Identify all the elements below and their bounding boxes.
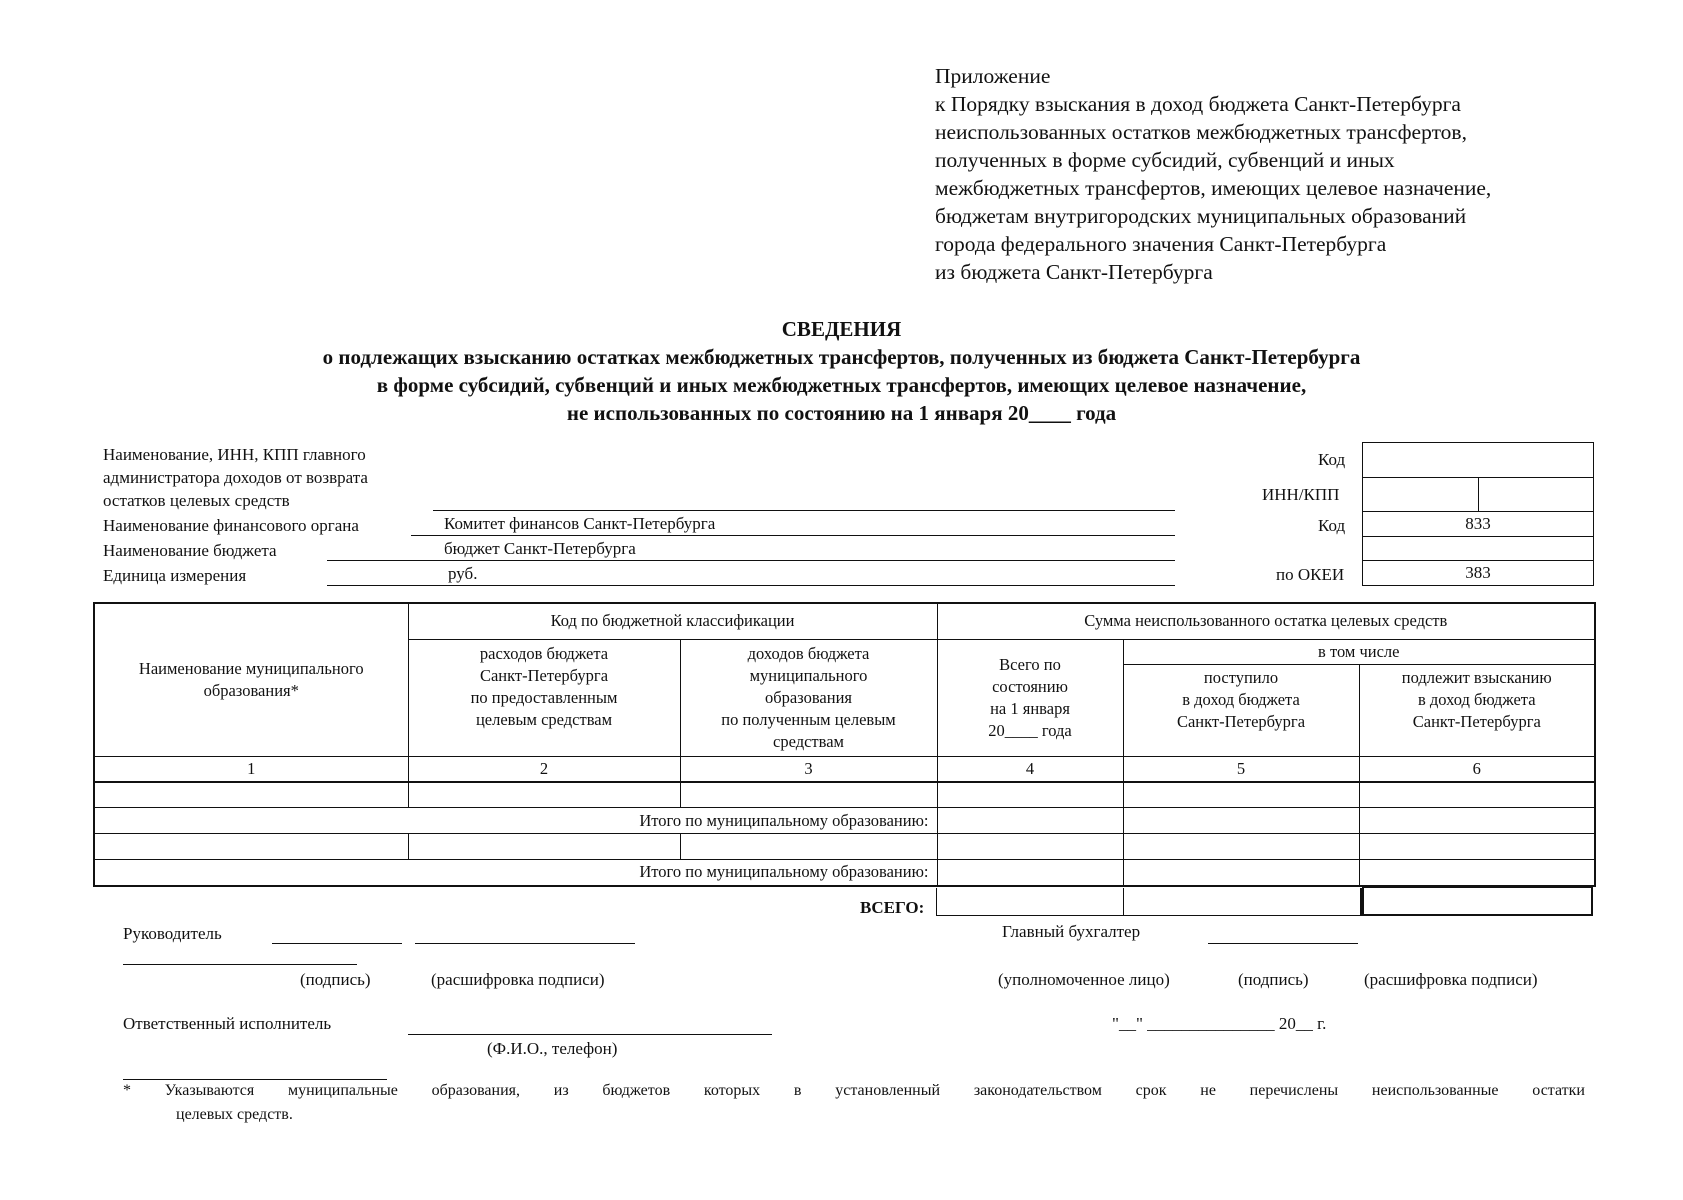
col4-header-line: на 1 января (990, 698, 1070, 718)
table-cell (408, 834, 680, 860)
footnote-divider (123, 1079, 387, 1080)
admin-label-1: Наименование, ИНН, КПП главного (103, 445, 366, 464)
appendix-line: города федерального значения Санкт-Петербурга (935, 232, 1387, 256)
total-label: ВСЕГО: (860, 898, 925, 917)
inn-kpp-label: ИНН/КПП (1262, 485, 1340, 504)
chief-accountant-label: Главный бухгалтер (1002, 922, 1141, 941)
col-number: 3 (680, 756, 937, 782)
col-number: 1 (94, 756, 408, 782)
subtotal-label: Итого по муниципальному образованию: (94, 808, 937, 834)
table-cell (1359, 782, 1595, 808)
table-cell (94, 782, 408, 808)
fio-caption: (Ф.И.О., телефон) (487, 1039, 618, 1058)
appendix-line: к Порядку взыскания в доход бюджета Санкт-Петербурга (935, 92, 1461, 116)
document-title: СВЕДЕНИЯ (781, 317, 902, 341)
kod2-label: Код (1318, 516, 1346, 535)
col-number: 4 (937, 756, 1123, 782)
table-cell (1123, 860, 1359, 886)
appendix-line: из бюджета Санкт-Петербурга (935, 260, 1213, 284)
sign-caption-2: (подпись) (1238, 970, 1309, 989)
sign-caption: (подпись) (300, 970, 371, 989)
table-cell (680, 834, 937, 860)
fin-value-line (411, 535, 1175, 536)
total-cell (937, 888, 1124, 915)
table-cell (937, 808, 1123, 834)
col4-header-line: состоянию (992, 676, 1068, 696)
col4-header-line: 20____ года (988, 720, 1072, 740)
okei-label: по ОКЕИ (1276, 565, 1345, 584)
kod-label: Код (1318, 450, 1346, 469)
empty-code-cell (1363, 537, 1594, 561)
authorized-caption: (уполномоченное лицо) (998, 970, 1170, 989)
appendix-line: Приложение (935, 64, 1051, 88)
appendix-block (935, 62, 1491, 286)
document-subtitle-3: не использованных по состоянию на 1 января 20____ года (566, 401, 1117, 425)
head-label: Руководитель (123, 924, 222, 943)
okei-cell: 383 (1363, 561, 1594, 586)
col6-header-line: Санкт-Петербурга (1412, 711, 1541, 731)
appendix-line: бюджетам внутригородских муниципальных образований (935, 204, 1467, 228)
unit-value-line (327, 585, 1175, 586)
decode-caption-2: (расшифровка подписи) (1364, 970, 1538, 989)
total-cell (1362, 887, 1593, 916)
col3-header (680, 639, 937, 756)
codes-table (1362, 442, 1594, 586)
kod2-cell: 833 (1363, 512, 1594, 537)
budget-value-line (327, 560, 1175, 561)
col6-header-line: подлежит взысканию (1401, 667, 1552, 687)
table-cell (1359, 808, 1595, 834)
inn-cell (1363, 478, 1479, 512)
subtotal-row (94, 808, 1595, 834)
head-sign-line (272, 943, 402, 944)
table-cell (937, 860, 1123, 886)
group-incl-header: в том числе (1123, 639, 1595, 664)
col3-header-line: средствам (773, 731, 844, 751)
executor-line (408, 1034, 772, 1035)
table-cell (1123, 808, 1359, 834)
unit-label: Единица измерения (103, 566, 247, 585)
table-row (94, 834, 1595, 860)
col4-header (937, 639, 1123, 756)
document-subtitle-2: в форме субсидий, субвенций и иных межбюджетных трансфертов, имеющих целевое назначение, (376, 373, 1307, 397)
group-kbk-header: Код по бюджетной классификации (408, 603, 937, 639)
group-sum-header: Сумма неиспользованного остатка целевых средств (937, 603, 1595, 639)
col3-header-line: по полученным целевым (721, 709, 896, 729)
col1-header: Наименование муниципального образования* (94, 603, 408, 756)
total-row (936, 888, 1593, 916)
table-cell (937, 782, 1123, 808)
head-decode-line (415, 943, 635, 944)
col4-header-line: Всего по (999, 654, 1061, 674)
decode-caption: (расшифровка подписи) (431, 970, 605, 989)
footnote-line-2: целевых средств. (176, 1106, 293, 1123)
head-extra-line (123, 964, 357, 965)
budget-value: бюджет Санкт-Петербурга (444, 539, 636, 558)
col2-header-line: расходов бюджета (479, 643, 609, 663)
kod-cell (1363, 443, 1594, 478)
col6-header-line: в доход бюджета (1417, 689, 1536, 709)
col5-header-line: Санкт-Петербурга (1176, 711, 1306, 731)
main-table (93, 602, 1596, 887)
table-cell (1359, 860, 1595, 886)
col5-header-line: в доход бюджета (1182, 689, 1300, 709)
col2-header-line: целевым средствам (475, 709, 613, 729)
table-cell (1359, 834, 1595, 860)
col-number: 6 (1359, 756, 1595, 782)
col6-header (1359, 664, 1595, 756)
col-number: 2 (408, 756, 680, 782)
admin-label-2: администратора доходов от возврата (103, 468, 368, 487)
chief-sign-line (1208, 943, 1358, 944)
kpp-cell (1479, 478, 1594, 512)
footnote-line-1: * Указываются муниципальные образования, из бюджетов которых в установленный законодательством срок не перечислены неиспользованные остатки (123, 1082, 1585, 1099)
table-cell (680, 782, 937, 808)
appendix-line: полученных в форме субсидий, субвенций и иных (935, 148, 1395, 172)
col2-header-line: по предоставленным (470, 687, 618, 707)
col5-header-line: поступило (1203, 667, 1279, 687)
col2-header-line: Санкт-Петербурга (479, 665, 609, 685)
col3-header-line: доходов бюджета (747, 643, 870, 663)
col3-header-line: муниципального (749, 665, 868, 685)
table-cell (94, 834, 408, 860)
unit-value: руб. (448, 564, 478, 583)
table-cell (1123, 834, 1359, 860)
table-cell (1123, 782, 1359, 808)
subtotal-row (94, 860, 1595, 886)
budget-label: Наименование бюджета (103, 541, 277, 560)
appendix-line: неиспользованных остатков межбюджетных трансфертов, (935, 120, 1467, 144)
col-number: 5 (1123, 756, 1359, 782)
col3-header-line: образования (764, 687, 853, 707)
admin-label-3: остатков целевых средств (103, 491, 290, 510)
admin-value-line (433, 510, 1175, 511)
table-cell (408, 782, 680, 808)
fin-label: Наименование финансового органа (103, 516, 359, 535)
table-cell (937, 834, 1123, 860)
col5-header (1123, 664, 1359, 756)
fin-value: Комитет финансов Санкт-Петербурга (444, 514, 716, 533)
subtotal-label: Итого по муниципальному образованию: (94, 860, 937, 886)
date-field: "__" _______________ 20__ г. (1112, 1014, 1327, 1033)
executor-label: Ответственный исполнитель (123, 1014, 332, 1033)
document-subtitle-1: о подлежащих взысканию остатках межбюджетных трансфертов, полученных из бюджета Санкт-Петербурга (322, 345, 1361, 369)
col2-header (408, 639, 680, 756)
total-cell (1124, 888, 1362, 915)
table-row (94, 782, 1595, 808)
appendix-line: межбюджетных трансфертов, имеющих целевое назначение, (935, 176, 1492, 200)
